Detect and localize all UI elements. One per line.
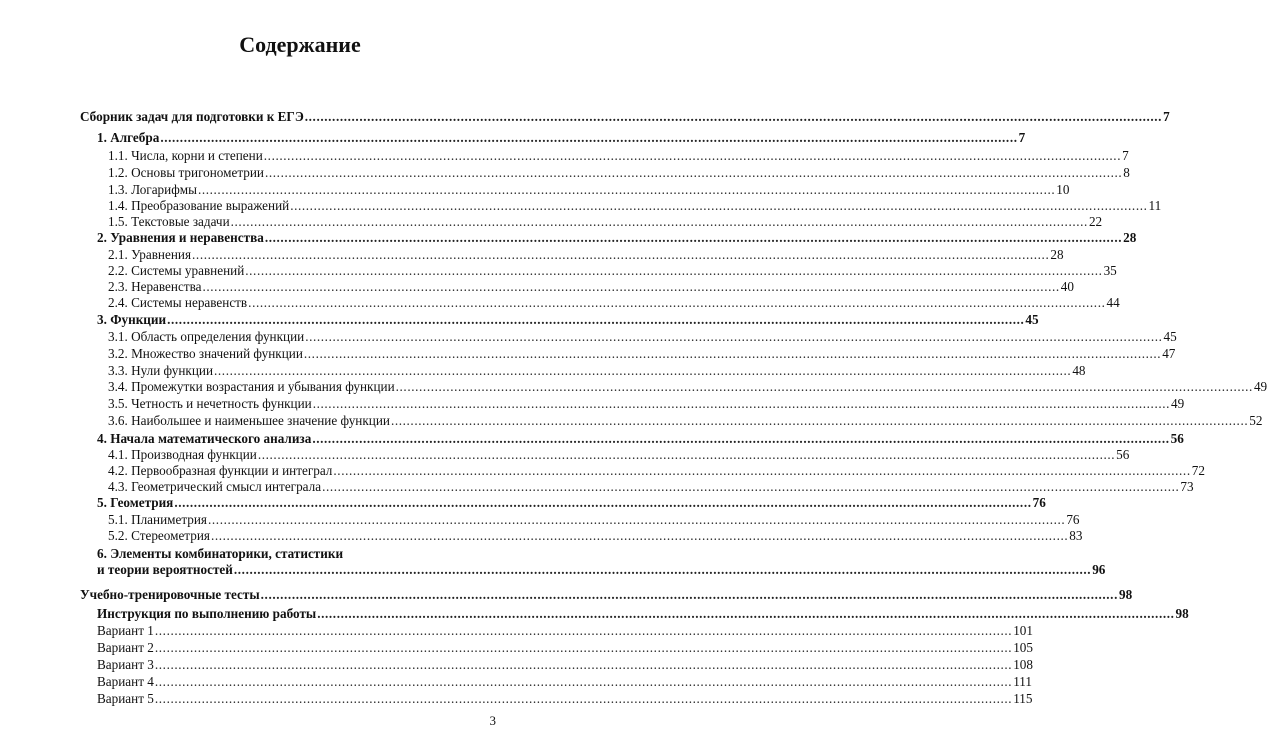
toc-entry-label: 1.4. Преобразование выражений <box>108 198 290 213</box>
toc-subsection[interactable] <box>108 263 1117 279</box>
toc-leader-dots: ............................................................................................................................................................................................................................ <box>248 295 1106 310</box>
toc-entry-label: 3.3. Нули функции <box>108 363 213 378</box>
toc-entry-page: 28 <box>1123 230 1137 245</box>
toc-leader-dots: ............................................................................................................................................................................................................................ <box>312 431 1170 446</box>
page-number: 3 <box>489 713 496 728</box>
toc-entry-label: 3.1. Область определения функции <box>108 329 305 344</box>
toc-entry-page: 44 <box>1106 295 1120 310</box>
toc-leader-dots: ............................................................................................................................................................................................................................ <box>305 329 1163 344</box>
toc-entry-label: 3.2. Множество значений функции <box>108 346 303 361</box>
toc-leader-dots: ............................................................................................................................................................................................................................ <box>154 640 1013 655</box>
toc-leader-dots: ............................................................................................................................................................................................................................ <box>303 346 1162 361</box>
toc-entry-label: 3.5. Четность и нечетность функции <box>108 396 312 411</box>
toc-subsection[interactable] <box>108 346 1176 362</box>
toc-entry-page: 83 <box>1069 528 1083 543</box>
toc-entry-label: 2.1. Уравнения <box>108 247 192 262</box>
toc-entry-label: Сборник задач для подготовки к ЕГЭ <box>80 109 304 124</box>
toc-entry-page: 56 <box>1170 431 1184 446</box>
toc-entry-label: 2.2. Системы уравнений <box>108 263 245 278</box>
toc-entry-page: 108 <box>1013 657 1033 672</box>
toc-leader-dots: ............................................................................................................................................................................................................................ <box>210 528 1069 543</box>
toc-entry-label: 2.3. Неравенства <box>108 279 202 294</box>
toc-leader-dots: ............................................................................................................................................................................................................................ <box>333 463 1191 478</box>
toc-leader-dots: ............................................................................................................................................................................................................................ <box>395 379 1253 394</box>
toc-entry-page: 98 <box>1175 606 1189 621</box>
toc-part-heading[interactable] <box>80 587 1133 603</box>
toc-entry-page: 22 <box>1088 214 1103 229</box>
toc-section-heading[interactable] <box>97 606 1189 622</box>
toc-variant[interactable] <box>97 674 1032 690</box>
toc-entry-page: 111 <box>1013 674 1032 689</box>
toc-entry-label: 6. Элементы комбинаторики, статистики <box>97 546 344 561</box>
toc-entry-page: 49 <box>1253 379 1267 394</box>
toc-leader-dots: ............................................................................................................................................................................................................................ <box>160 130 1018 145</box>
toc-entry-page: 48 <box>1072 363 1086 378</box>
toc-entry-label: 1.1. Числа, корни и степени <box>108 148 263 163</box>
toc-variant[interactable] <box>97 657 1033 673</box>
toc-subsection[interactable] <box>108 165 1130 181</box>
toc-entry-label: 1.2. Основы тригонометрии <box>108 165 264 180</box>
toc-entry-page: 11 <box>1148 198 1162 213</box>
toc-section-heading[interactable] <box>97 312 1039 328</box>
toc-subsection[interactable] <box>108 214 1103 230</box>
toc-subsection[interactable] <box>108 279 1074 295</box>
toc-entry-page: 40 <box>1060 279 1074 294</box>
toc-section-heading[interactable] <box>97 495 1046 511</box>
toc-subsection[interactable] <box>108 295 1120 311</box>
toc-section-heading[interactable] <box>97 230 1137 246</box>
toc-subsection[interactable] <box>108 479 1194 495</box>
toc-entry-label: 2. Уравнения и неравенства <box>97 230 264 245</box>
toc-entry-label: 2.4. Системы неравенств <box>108 295 248 310</box>
toc-leader-dots: ............................................................................................................................................................................................................................ <box>197 182 1056 197</box>
toc-entry-label: Вариант 5 <box>97 691 154 706</box>
toc-entry-label: 5. Геометрия <box>97 495 174 510</box>
toc-entry-label: 4. Начала математического анализа <box>97 431 312 446</box>
toc-leader-dots: ............................................................................................................................................................................................................................ <box>304 109 1163 124</box>
toc-entry-page: 7 <box>1018 130 1026 145</box>
toc-entry-label: 3.4. Промежутки возрастания и убывания функции <box>108 379 395 394</box>
toc-leader-dots: ............................................................................................................................................................................................................................ <box>214 363 1072 378</box>
toc-entry-page: 7 <box>1122 148 1129 163</box>
toc-entry-page: 52 <box>1249 413 1263 428</box>
page-title: Содержание <box>239 32 361 57</box>
toc-leader-dots: ............................................................................................................................................................................................................................ <box>154 691 1013 706</box>
toc-entry-page: 73 <box>1180 479 1194 494</box>
toc-entry-page: 7 <box>1163 109 1170 124</box>
toc-section-heading-continued[interactable] <box>97 562 1106 578</box>
toc-entry-page: 8 <box>1123 165 1130 180</box>
toc-entry-page: 10 <box>1056 182 1070 197</box>
toc-subsection[interactable] <box>108 329 1177 345</box>
toc-entry-label: Вариант 4 <box>97 674 154 689</box>
toc-leader-dots: ............................................................................................................................................................................................................................ <box>233 562 1092 577</box>
toc-leader-dots: ............................................................................................................................................................................................................................ <box>390 413 1249 428</box>
toc-entry-page: 45 <box>1025 312 1039 327</box>
toc-subsection[interactable] <box>108 512 1080 528</box>
toc-leader-dots: ............................................................................................................................................................................................................................ <box>167 312 1025 327</box>
toc-leader-dots: ............................................................................................................................................................................................................................ <box>154 623 1013 638</box>
toc-subsection[interactable] <box>108 198 1162 214</box>
toc-subsection[interactable] <box>108 379 1267 395</box>
toc-subsection[interactable] <box>108 463 1205 479</box>
toc-variant[interactable] <box>97 623 1033 639</box>
toc-entry-label: 4.2. Первообразная функции и интеграл <box>108 463 333 478</box>
toc-entry-page: 96 <box>1092 562 1106 577</box>
toc-entry-page: 35 <box>1103 263 1117 278</box>
toc-leader-dots: ............................................................................................................................................................................................................................ <box>208 512 1066 527</box>
toc-entry-page: 76 <box>1032 495 1046 510</box>
toc-leader-dots: ............................................................................................................................................................................................................................ <box>154 674 1013 689</box>
toc-leader-dots: ............................................................................................................................................................................................................................ <box>230 214 1088 229</box>
toc-subsection[interactable] <box>108 528 1083 544</box>
toc-leader-dots: ............................................................................................................................................................................................................................ <box>174 495 1032 510</box>
toc-leader-dots: ............................................................................................................................................................................................................................ <box>290 198 1148 213</box>
toc-entry-label: 4.3. Геометрический смысл интеграла <box>108 479 322 494</box>
toc-entry-label: Вариант 2 <box>97 640 154 655</box>
toc-entry-label: 1.3. Логарифмы <box>108 182 197 197</box>
toc-section-heading[interactable] <box>97 431 1184 447</box>
toc-leader-dots: ............................................................................................................................................................................................................................ <box>202 279 1060 294</box>
toc-subsection[interactable] <box>108 182 1070 198</box>
toc-entry-page: 49 <box>1171 396 1185 411</box>
toc-entry-label: Инструкция по выполнению работы <box>97 606 317 621</box>
toc-entry-page: 105 <box>1013 640 1033 655</box>
toc-entry-page: 56 <box>1116 447 1130 462</box>
toc-entry-label: Учебно-тренировочные тесты <box>80 587 260 602</box>
toc-subsection[interactable] <box>108 396 1185 412</box>
toc-leader-dots: ............................................................................................................................................................................................................................ <box>264 165 1123 180</box>
toc-entry-page: 98 <box>1118 587 1133 602</box>
toc-entry-page: 72 <box>1191 463 1205 478</box>
toc-subsection[interactable] <box>108 247 1064 263</box>
toc-section-heading[interactable] <box>97 130 1026 146</box>
toc-entry-label: 5.1. Планиметрия <box>108 512 207 527</box>
toc-subsection[interactable] <box>108 413 1263 429</box>
toc-part-heading[interactable] <box>80 109 1170 125</box>
toc-leader-dots: ............................................................................................................................................................................................................................ <box>312 396 1171 411</box>
toc-entry-label: 5.2. Стереометрия <box>108 528 210 543</box>
toc-leader-dots: ............................................................................................................................................................................................................................ <box>322 479 1180 494</box>
toc-leader-dots: ............................................................................................................................................................................................................................ <box>245 263 1103 278</box>
toc-entry-label: и теории вероятностей <box>97 562 233 577</box>
toc-entry-page: 28 <box>1050 247 1064 262</box>
toc-entry-page: 101 <box>1013 623 1033 638</box>
toc-entry-page: 45 <box>1163 329 1177 344</box>
toc-entry-label: 3.6. Наибольшее и наименьшее значение функции <box>108 413 390 428</box>
toc-leader-dots: ............................................................................................................................................................................................................................ <box>263 148 1122 163</box>
toc-subsection[interactable] <box>108 447 1130 463</box>
toc-entry-page: 115 <box>1013 691 1033 706</box>
toc-leader-dots: ............................................................................................................................................................................................................................ <box>154 657 1013 672</box>
toc-entry-page: 47 <box>1162 346 1176 361</box>
toc-leader-dots: ............................................................................................................................................................................................................................ <box>257 447 1116 462</box>
toc-variant[interactable] <box>97 691 1033 707</box>
toc-leader-dots: ............................................................................................................................................................................................................................ <box>264 230 1123 245</box>
toc-section-heading[interactable] <box>97 546 500 562</box>
toc-leader-dots: ............................................................................................................................................................................................................................ <box>192 247 1050 262</box>
toc-leader-dots: ............................................................................................................................................................................................................................ <box>317 606 1175 621</box>
toc-entry-label: Вариант 3 <box>97 657 154 672</box>
toc-entry-label: 1.5. Текстовые задачи <box>108 214 230 229</box>
toc-leader-dots: ............................................................................................................................................................................................................................ <box>260 587 1118 602</box>
toc-entry-label: 3. Функции <box>97 312 167 327</box>
toc-subsection[interactable] <box>108 148 1129 164</box>
toc-entry-label: 1. Алгебра <box>97 130 160 145</box>
toc-variant[interactable] <box>97 640 1033 656</box>
toc-entry-page: 76 <box>1066 512 1080 527</box>
toc-entry-label: 4.1. Производная функции <box>108 447 257 462</box>
toc-entry-label: Вариант 1 <box>97 623 154 638</box>
toc-subsection[interactable] <box>108 363 1086 379</box>
